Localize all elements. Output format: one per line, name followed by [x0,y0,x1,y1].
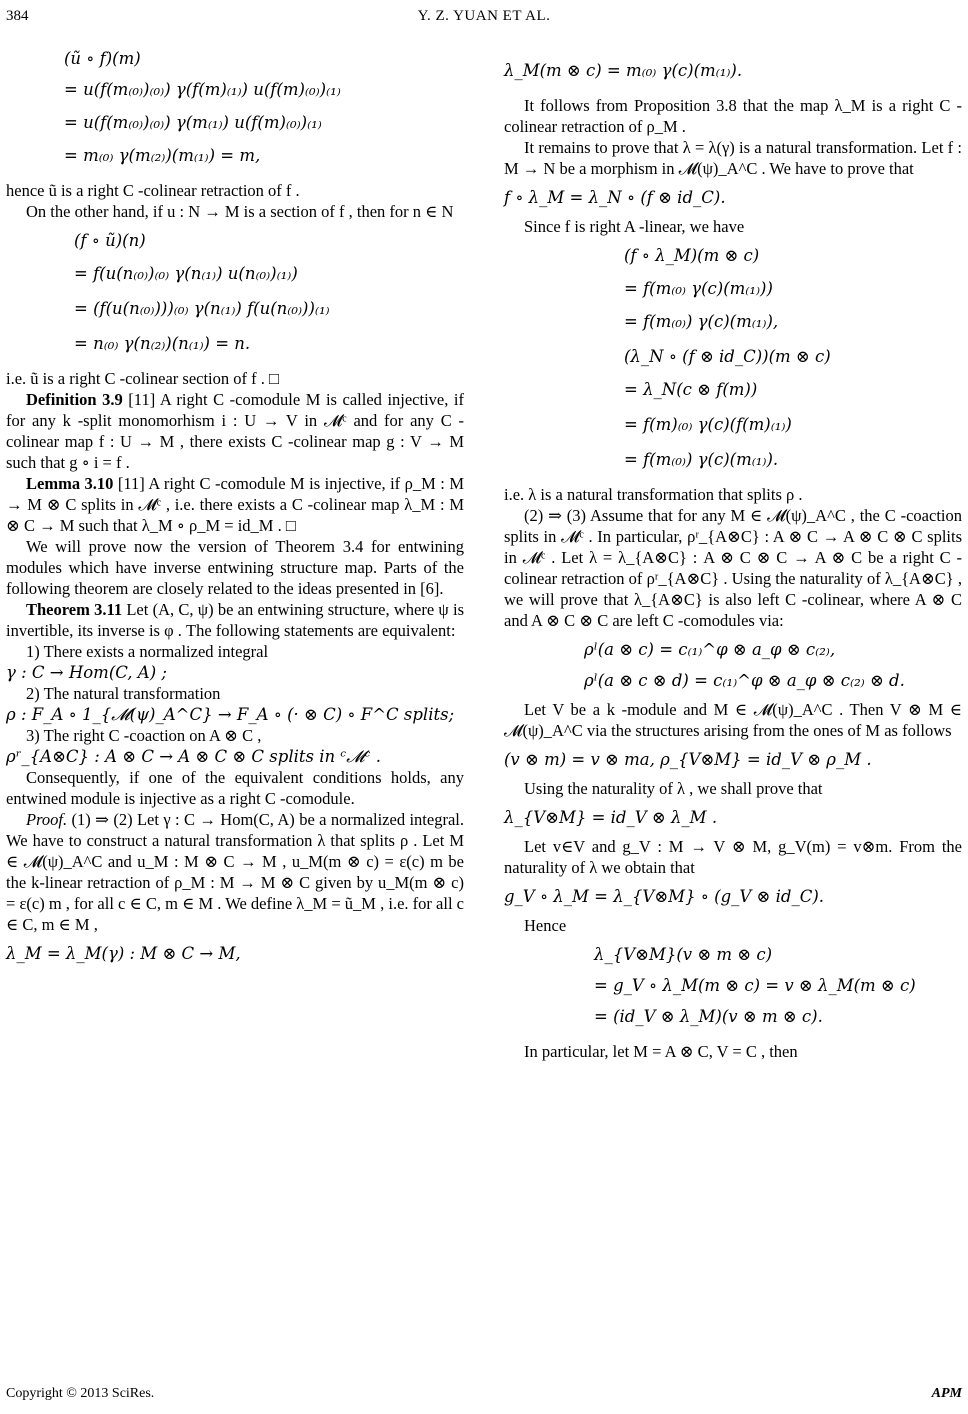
equation-line: = (f(u(n₍₀₎)))₍₀₎ γ(n₍₁₎) f(u(n₍₀₎))₍₁₎ [74,299,330,318]
paragraph: (2) ⇒ (3) Assume that for any M ∈ 𝓜(ψ)_A^C , the C -coaction splits in 𝓜ᶜ . In particular, ρʳ_{A⊗C} : A ⊗ C → A ⊗ C ⊗ C splits in 𝓜ᶜ . Let λ = λ_{A⊗C} : A ⊗ C ⊗ C → A ⊗ C be a right C -colinear retraction of ρʳ_{A⊗C} . Using the naturality of λ_{A⊗C} , we will prove that λ_{A⊗C} is also left C -colinear, where A ⊗ C and A ⊗ C ⊗ C are left C -comodules via: [504,506,962,630]
theorem-text: Let (A, C, ψ) be an entwining structure, where ψ is invertible, its inverse is φ . The following statements are equivalent: [6,600,464,640]
equation-line: = g_V ∘ λ_M(m ⊗ c) = v ⊗ λ_M(m ⊗ c) [594,976,916,995]
paragraph: Using the naturality of λ , we shall prove that [524,779,823,798]
equation-line: (f ∘ λ_M)(m ⊗ c) [624,246,760,265]
page-number: 384 [6,8,29,24]
paragraph: Let V be a k -module and M ∈ 𝓜(ψ)_A^C . Then V ⊗ M ∈ 𝓜(ψ)_A^C via the structures arising from the ones of M as follows [504,700,962,740]
proof-heading: Proof. [26,810,68,829]
equation-line: λ_{V⊗M} = id_V ⊗ λ_M . [504,808,718,827]
paragraph: On the other hand, if u : N → M is a section of f , then for n ∈ N [26,202,454,221]
lemma-text: [11] A right C -comodule M is injective, if ρ_M : M → M ⊗ C splits in 𝓜ᶜ , i.e. there exists a C -colinear map λ_M : M ⊗ C → M such that λ_M ∘ ρ_M = id_M . □ [6,474,464,535]
paragraph: Since f is right A -linear, we have [524,217,745,236]
paragraph: i.e. ũ is a right C -colinear section of f . □ [6,369,279,388]
proof-text: (1) ⇒ (2) Let γ : C → Hom(C, A) be a normalized integral. We have to construct a natural transformation λ that splits ρ . Let M ∈ 𝓜(ψ)_A^C and u_M : M ⊗ C → M , u_M(m ⊗ c) = ε(c) m be the k-linear retraction of ρ_M : M → M ⊗ C given by u_M(m ⊗ c) = ε(c) m , for all c ∈ C, m ∈ M . We define λ_M = ũ_M , i.e. for all c ∈ C, m ∈ M , [6,810,464,934]
equation-line: ρˡ(a ⊗ c) = c₍₁₎^φ ⊗ a_φ ⊗ c₍₂₎, [584,640,836,659]
theorem-heading: Theorem 3.11 [26,600,123,619]
equation-line: γ : C → Hom(C, A) ; [6,663,167,682]
paragraph: Hence [524,916,567,935]
paragraph: Let v∈V and g_V : M → V ⊗ M, g_V(m) = v⊗m. From the naturality of λ we obtain that [504,837,962,877]
running-title: Y. Z. YUAN ET AL. [417,8,551,24]
equation-line: = n₍₀₎ γ(n₍₂₎)(n₍₁₎) = n. [74,334,251,353]
equation-block [504,639,962,691]
proof [6,809,464,935]
equation-block [504,245,962,332]
paragraph: Consequently, if one of the equivalent conditions holds, any entwined module is injective as a right C -comodule. [6,768,464,808]
equation-line: = λ_N(c ⊗ f(m)) [624,380,758,399]
left-column [6,48,464,964]
equation-line: ρ : F_A ∘ 1_{𝓜(ψ)_A^C} → F_A ∘ (· ⊗ C) ∘ F^C splits; [6,705,455,724]
equation-line: λ_{V⊗M}(v ⊗ m ⊗ c) [594,945,773,964]
equation-line: ρˡ(a ⊗ c ⊗ d) = c₍₁₎^φ ⊗ a_φ ⊗ c₍₂₎ ⊗ d. [584,671,905,690]
definition-3-9 [6,389,464,473]
page-header [0,8,968,34]
paragraph: It remains to prove that λ = λ(γ) is a natural transformation. Let f : M → N be a morphism in 𝓜(ψ)_A^C . We have to prove that [504,138,962,178]
equation-line: (v ⊗ m) = v ⊗ ma, ρ_{V⊗M} = id_V ⊗ ρ_M . [504,750,872,769]
copyright-text: Copyright © 2013 SciRes. [6,1386,155,1401]
definition-heading: Definition 3.9 [26,390,123,409]
paragraph: In particular, let M = A ⊗ C, V = C , then [524,1042,798,1061]
equation-line: λ_M(m ⊗ c) = m₍₀₎ γ(c)(m₍₁₎). [504,61,743,80]
equation-line: = f(m₍₀₎) γ(c)(m₍₁₎), [624,312,779,331]
equation-line: (λ_N ∘ (f ⊗ id_C))(m ⊗ c) [624,347,831,366]
list-item: 1) There exists a normalized integral [26,642,269,661]
page-footer [0,1386,968,1406]
equation-line: = f(u(n₍₀₎)₍₀₎ γ(n₍₁₎) u(n₍₀₎)₍₁₎) [74,264,298,283]
lemma-3-10 [6,473,464,536]
equation-line: (ũ ∘ f)(m) [64,49,141,68]
definition-text: [11] A right C -comodule M is called injective, if for any k -split monomorhism i : U → V in 𝓜ᶜ and for any C -colinear map f : U → M , there exists C -colinear map g : V → M such that g ∘ i = f . [6,390,464,472]
equation-block [504,346,962,470]
equation-block [6,230,464,354]
equation-line: g_V ∘ λ_M = λ_{V⊗M} ∘ (g_V ⊗ id_C). [504,887,825,906]
equation-line: f ∘ λ_M = λ_N ∘ (f ⊗ id_C). [504,188,726,207]
theorem-3-11 [6,599,464,641]
equation-line: = (id_V ⊗ λ_M)(v ⊗ m ⊗ c). [594,1007,823,1026]
equation-line: = f(m₍₀₎) γ(c)(m₍₁₎). [624,450,779,469]
equation-block [6,48,464,166]
lemma-heading: Lemma 3.10 [26,474,114,493]
equation-block [504,944,962,1027]
equation-line: ρʳ_{A⊗C} : A ⊗ C → A ⊗ C ⊗ C splits in ᶜ𝓜ᶜ . [6,747,381,766]
list-item: 3) The right C -coaction on A ⊗ C , [26,726,262,745]
paragraph: It follows from Proposition 3.8 that the map λ_M is a right C -colinear retraction of ρ_M . [504,96,962,136]
equation-line: = u(f(m₍₀₎)₍₀₎) γ(f(m)₍₁₎) u(f(m)₍₀₎)₍₁₎ [64,80,341,99]
right-column [504,48,962,1062]
equation-line: (f ∘ ũ)(n) [74,231,146,250]
paragraph: hence ũ is a right C -colinear retraction of f . [6,181,300,200]
journal-abbrev: APM [931,1386,962,1401]
equation-line: = f(m)₍₀₎ γ(c)(f(m)₍₁₎) [624,415,792,434]
equation-line: = u(f(m₍₀₎)₍₀₎) γ(m₍₁₎) u(f(m)₍₀₎)₍₁₎ [64,113,322,132]
equation-line: λ_M = λ_M(γ) : M ⊗ C → M, [6,944,241,963]
paragraph: i.e. λ is a natural transformation that splits ρ . [504,485,803,504]
equation-line: = f(m₍₀₎ γ(c)(m₍₁₎)) [624,279,773,298]
paragraph: We will prove now the version of Theorem 3.4 for entwining modules which have inverse entwining structure map. Parts of the following theorem are closely related to the ideas presented in [6]. [6,537,464,598]
list-item: 2) The natural transformation [26,684,221,703]
equation-line: = m₍₀₎ γ(m₍₂₎)(m₍₁₎) = m, [64,146,261,165]
